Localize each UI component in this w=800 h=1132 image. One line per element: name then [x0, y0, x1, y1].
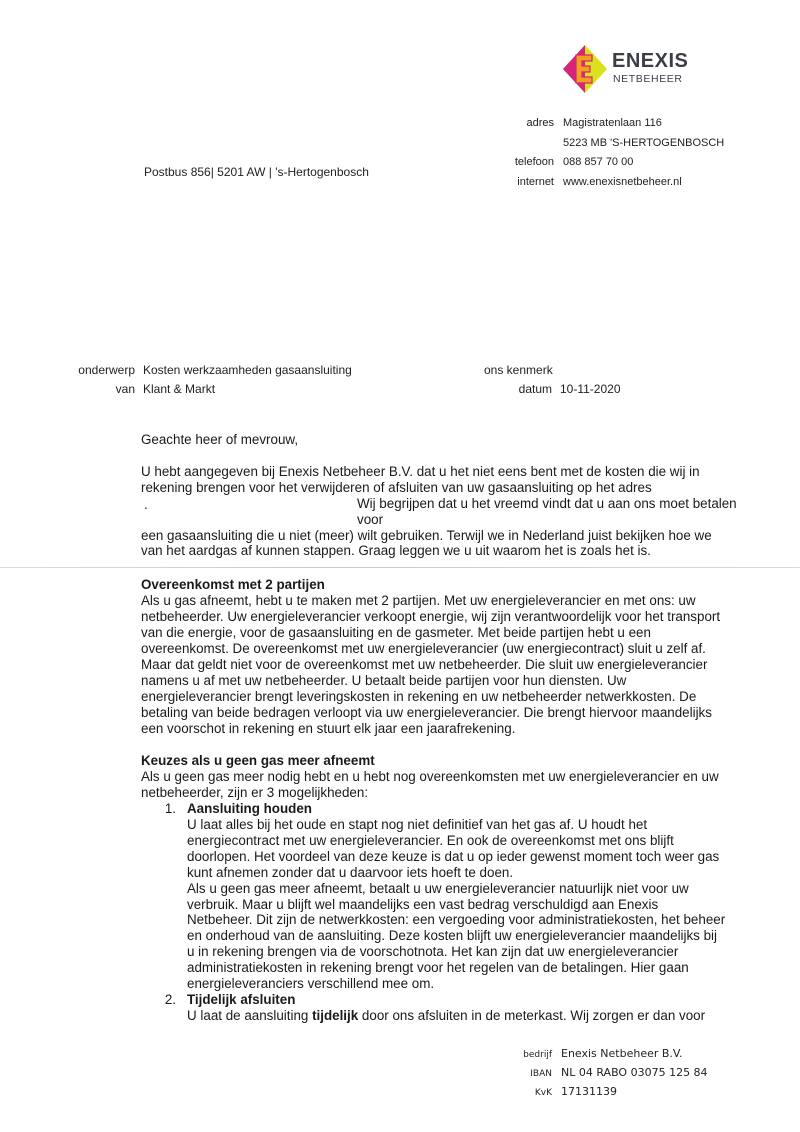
- paragraph-line: Maar dat geldt niet voor de overeenkomst met uw netbeheerder. Die sluit uw energieleverancier: [141, 656, 708, 672]
- date-row: [470, 380, 621, 399]
- intro-paragraph: [141, 464, 741, 559]
- letter-meta-left: [60, 361, 352, 399]
- paragraph-line: [187, 1008, 741, 1024]
- address-row: [480, 134, 724, 154]
- paragraph-line: doorlopen. Het voordeel van deze keuze is dat u op ieder gewenst moment toch weer gas: [187, 848, 720, 864]
- text-run: door ons afsluiten in de meterkast. Wij zorgen er dan voor: [358, 1007, 706, 1023]
- section-heading: Overeenkomst met 2 partijen: [141, 577, 325, 593]
- company-label: bedrijf: [523, 1050, 552, 1060]
- date-label: datum: [518, 382, 552, 396]
- paragraph-line: Netbeheer. Dit zijn de netwerkkosten: een vergoeding voor administratiekosten, het beheer: [187, 912, 726, 928]
- paragraph-line: kunt afnemen zonder dat u daarvoor iets hoeft te doen.: [187, 864, 514, 880]
- from-label: van: [115, 382, 135, 396]
- from-row: [60, 380, 352, 399]
- subject-value: Kosten werkzaamheden gasaansluiting: [143, 363, 352, 377]
- paragraph-line: Als u geen gas meer afneemt, betaalt u uw energieleverancier natuurlijk niet voor uw: [187, 880, 689, 896]
- website-url: www.enexisnetbeheer.nl: [563, 175, 682, 188]
- from-value: Klant & Markt: [143, 382, 216, 396]
- text-run: U laat de aansluiting: [187, 1007, 313, 1023]
- paragraph-line: netbeheerder, zijn er 3 mogelijkheden:: [141, 785, 369, 801]
- paragraph-line: Als u gas afneemt, hebt u te maken met 2 partijen. Met uw energieleverancier en met ons: uw: [141, 593, 696, 609]
- logo-subtitle: NETBEHEER: [613, 73, 683, 85]
- paragraph-line: en onderhoud van de aansluiting. Deze kosten blijft uw energieleverancier maandelijks bij: [187, 928, 717, 944]
- section-choices: [141, 753, 741, 1023]
- paragraph-line: u in rekening brengen via de voorschotnota. Het kan zijn dat uw energieleverancier: [187, 944, 679, 960]
- address-street: Magistratenlaan 116: [563, 117, 662, 129]
- company-name: Enexis Netbeheer B.V.: [561, 1047, 683, 1060]
- website-row: [480, 173, 724, 193]
- sender-address-block: [480, 114, 724, 192]
- paragraph-line: netbeheerder. Uw energieleverancier verkoopt energie, wij zijn verantwoordelijk voor het transport: [141, 609, 721, 625]
- enexis-diamond-icon: [562, 44, 608, 94]
- phone-label: telefoon: [514, 156, 554, 168]
- paragraph-line: namens u af met uw netbeheerder. U betaalt beide partijen voor hun diensten. Uw: [141, 672, 627, 688]
- section-agreement: [141, 577, 741, 736]
- list-item-header: [141, 801, 741, 817]
- paragraph-line: Als u geen gas meer nodig hebt en u hebt nog overeenkomsten met uw energieleverancier en uw: [141, 769, 719, 785]
- subject-label: onderwerp: [78, 363, 135, 377]
- section-heading: Keuzes als u geen gas meer afneemt: [141, 753, 375, 769]
- phone-row: [480, 153, 724, 173]
- intro-line-redacted: [141, 496, 741, 528]
- paragraph-line: van die energie, voor de gasaansluiting en de gasmeter. Met beide partijen hebt u een: [141, 625, 651, 641]
- paragraph-line: U laat alles bij het oude en stapt nog niet definitief van het gas af. U houdt het: [187, 817, 648, 833]
- choice-item-2: [141, 992, 741, 1024]
- address-label: [480, 134, 563, 154]
- company-footer: [500, 1044, 708, 1101]
- address-postcode-city: 5223 MB 'S-HERTOGENBOSCH: [563, 136, 725, 149]
- iban-label: IBAN: [530, 1069, 552, 1079]
- list-number: 1.: [164, 801, 176, 817]
- reference-row: [470, 361, 621, 380]
- kvk-row: [500, 1082, 708, 1101]
- intro-line: een gasaansluiting die u niet (meer) wilt gebruiken. Terwijl we in Nederland juist bekijken hoe we: [141, 527, 712, 543]
- list-title: Tijdelijk afsluiten: [187, 992, 296, 1007]
- logo-wordmark: ENEXIS: [612, 50, 689, 72]
- company-row: [500, 1044, 708, 1063]
- list-number: 2.: [164, 992, 176, 1007]
- list-item-body: [141, 1008, 741, 1024]
- iban-value: NL 04 RABO 03075 125 84: [561, 1066, 708, 1079]
- paragraph-line: energiecontract met uw energieleverancier. En ook de overeenkomst met ons blijft: [187, 832, 674, 848]
- paragraph-line: een voorschot in rekening en stuurt elk jaar een jaarafrekening.: [141, 720, 516, 736]
- website-label: internet: [517, 175, 554, 188]
- list-item-header: [141, 992, 741, 1008]
- list-item-body: [141, 817, 741, 992]
- intro-line: U hebt aangegeven bij Enexis Netbeheer B.V. dat u het niet eens bent met de kosten die wij in: [141, 463, 700, 479]
- intro-line: rekening brengen voor het verwijderen of afsluiten van uw gasaansluiting op het adres: [141, 479, 652, 495]
- enexis-logo: [562, 44, 712, 94]
- paragraph-line: overeenkomst. De overeenkomst met uw energieleverancier (uw energiecontract) sluit u zelf af.: [141, 640, 706, 656]
- iban-row: [500, 1063, 708, 1082]
- return-address: Postbus 856| 5201 AW | 's-Hertogenbosch: [144, 165, 369, 179]
- paragraph-line: betaling van beide bedragen verloopt via uw energieleverancier. Die brengt hiervoor maandelijks: [141, 704, 712, 720]
- choice-item-1: [141, 801, 741, 992]
- intro-line: van het aardgas af kunnen stappen. Graag leggen we u uit waarom het is zoals het is.: [141, 543, 651, 559]
- list-title: Aansluiting houden: [187, 801, 312, 817]
- subject-row: [60, 361, 352, 380]
- kvk-number: 17131139: [561, 1085, 617, 1098]
- redaction-marker: .: [144, 496, 148, 512]
- paragraph-line: energieleveranciers verschillend mee om.: [187, 976, 435, 992]
- salutation: Geachte heer of mevrouw,: [141, 432, 299, 447]
- address-row: [480, 114, 724, 134]
- date-value: 10-11-2020: [560, 382, 621, 396]
- paragraph-line: verbruik. Maar u blijft wel maandelijks een vast bedrag verschuldigd aan Enexis: [187, 896, 659, 912]
- reference-label: ons kenmerk: [484, 363, 553, 377]
- paragraph-line: energieleverancier brengt leveringskosten in rekening en uw netbeheerder netwerkkosten. De: [141, 688, 697, 704]
- phone-number: 088 857 70 00: [563, 156, 634, 168]
- address-label: adres: [526, 117, 554, 129]
- emphasis-text: tijdelijk: [312, 1007, 359, 1023]
- letter-body: [141, 432, 741, 1024]
- intro-line-text: Wij begrijpen dat u het vreemd vindt dat u aan ons moet betalen voor: [357, 495, 737, 527]
- kvk-label: KvK: [534, 1088, 552, 1098]
- paragraph-line: administratiekosten in rekening brengt voor het regelen van de betalingen. Hier gaan: [187, 960, 689, 976]
- letter-meta-right: [470, 361, 621, 399]
